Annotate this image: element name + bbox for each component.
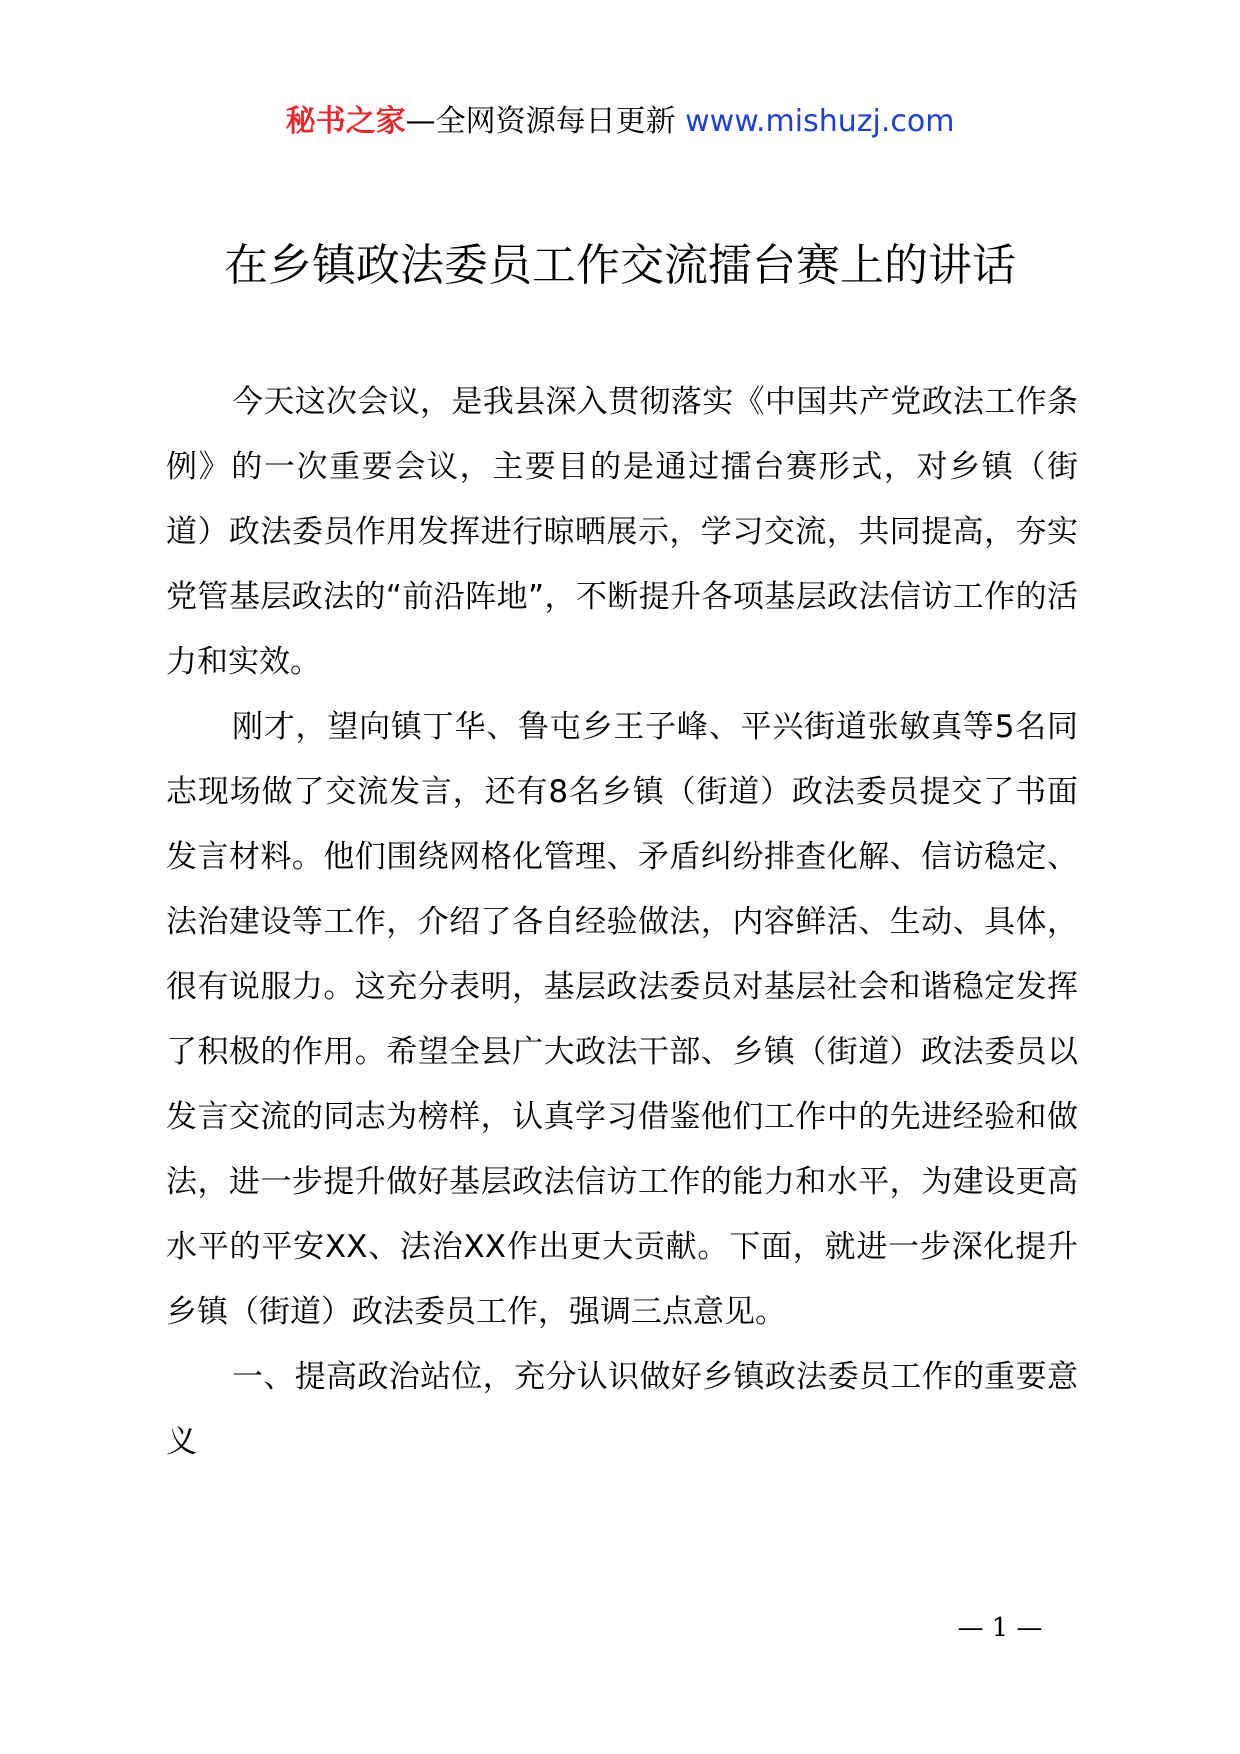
body-paragraph-1: 今天这次会议，是我县深入贯彻落实《中国共产党政法工作条例》的一次重要会议，主要目的是通过擂台赛形式，对乡镇（街道）政法委员作用发挥进行晾晒展示，学习交流，共同提高，夯实党管基层政法的“前沿阵地”，不断提升各项基层政法信访工作的活力和实效。: [166, 384, 1078, 680]
document-title: 在乡镇政法委员工作交流擂台赛上的讲话: [224, 240, 1016, 291]
document-body: [166, 370, 1078, 1475]
site-brand-name: 秘书之家: [285, 104, 406, 139]
site-url-link[interactable]: www.mishuzj.com: [685, 104, 955, 139]
page-number: — 1 —: [957, 1613, 1043, 1643]
site-header-banner: [0, 102, 1240, 142]
site-tagline: —全网资源每日更新: [405, 104, 686, 139]
section-heading-1: 一、提高政治站位，充分认识做好乡镇政法委员工作的重要意义: [166, 1359, 1078, 1460]
body-paragraph-2: 刚才，望向镇丁华、鲁屯乡王子峰、平兴街道张敏真等5名同志现场做了交流发言，还有8名乡镇（街道）政法委员提交了书面发言材料。他们围绕网格化管理、矛盾纠纷排查化解、信访稳定、法治建设等工作，介绍了各自经验做法，内容鲜活、生动、具体，很有说服力。这充分表明，基层政法委员对基层社会和谐稳定发挥了积极的作用。希望全县广大政法干部、乡镇（街道）政法委员以发言交流的同志为榜样，认真学习借鉴他们工作中的先进经验和做法，进一步提升做好基层政法信访工作的能力和水平，为建设更高水平的平安XX、法治XX作出更大贡献。下面，就进一步深化提升乡镇（街道）政法委员工作，强调三点意见。: [166, 709, 1078, 1330]
